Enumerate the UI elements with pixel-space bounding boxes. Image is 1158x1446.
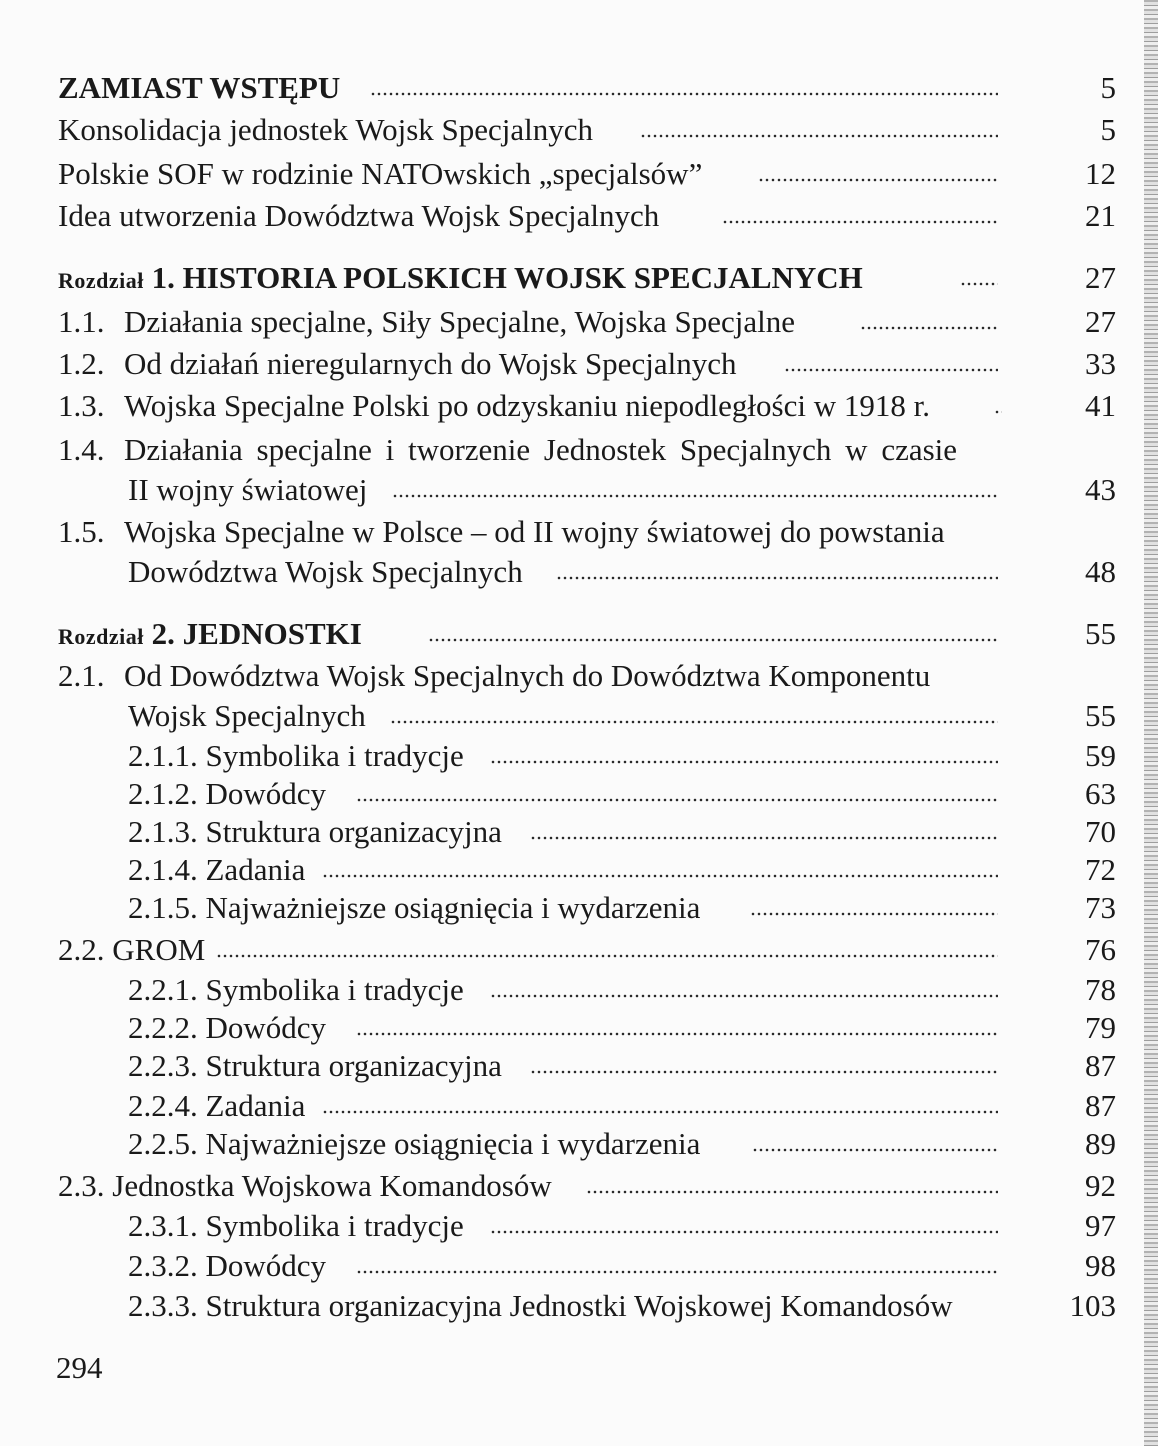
toc-title: 2.3.2. Dowódcy: [128, 1248, 327, 1283]
toc-title: ZAMIAST WSTĘPU: [58, 70, 341, 105]
toc-title: 2.1.1. Symbolika i tradycje: [128, 738, 464, 773]
toc-title: 2.2.4. Zadania: [128, 1088, 306, 1123]
toc-subentry: [0, 888, 1158, 928]
toc-title: 2.3.1. Symbolika i tradycje: [128, 1208, 464, 1243]
toc-page: 70: [1085, 814, 1116, 849]
toc-entry: [0, 386, 1158, 426]
toc-page: 72: [1085, 852, 1116, 887]
toc-entry: [0, 196, 1158, 236]
toc-page: 27: [1085, 260, 1116, 295]
toc-title: 2.1.3. Struktura organizacyjna: [128, 814, 502, 849]
chapter-heading: [58, 614, 362, 657]
leader-dots: [390, 720, 998, 724]
toc-subentry: [0, 1008, 1158, 1048]
toc-page: 5: [1100, 112, 1116, 147]
toc-subentry: [0, 812, 1158, 852]
toc-entry-continued: [0, 696, 1158, 736]
toc-entry: [0, 930, 1158, 970]
toc-entry-continued: [0, 552, 1158, 592]
toc-page: 5: [1100, 70, 1116, 105]
leader-dots: [784, 368, 998, 372]
toc-page: 43: [1085, 472, 1116, 507]
leader-dots: [530, 836, 998, 840]
toc-num: 1.3.: [58, 388, 105, 423]
toc-subentry: [0, 850, 1158, 890]
toc-subentry: [0, 1046, 1158, 1086]
toc-page: 48: [1085, 554, 1116, 589]
toc-page: 33: [1085, 346, 1116, 381]
toc-title: Od działań nieregularnych do Wojsk Specjalnych: [124, 346, 737, 381]
toc-title: Wojska Specjalne Polski po odzyskaniu niepodległości w 1918 r.: [124, 388, 930, 423]
leader-dots: [216, 954, 998, 958]
toc-title: Idea utworzenia Dowództwa Wojsk Specjalnych: [58, 198, 660, 233]
leader-dots: [530, 1070, 998, 1074]
toc-title: 2.1.2. Dowódcy: [128, 776, 327, 811]
toc-chapter-2: [0, 614, 1158, 654]
toc-entry: [0, 430, 1158, 470]
toc-subentry: [0, 1124, 1158, 1164]
toc-title: Wojska Specjalne w Polsce – od II wojny światowej do powstania: [124, 514, 945, 549]
toc-page: 63: [1085, 776, 1116, 811]
toc-page: 79: [1085, 1010, 1116, 1045]
toc-title-continued: II wojny światowej: [128, 472, 368, 507]
toc-subentry: [0, 1246, 1158, 1286]
leader-dots: [640, 134, 998, 138]
toc-title-continued: Dowództwa Wojsk Specjalnych: [128, 554, 523, 589]
toc-num: 1.2.: [58, 346, 105, 381]
toc-title: 2.2. GROM: [58, 932, 206, 967]
toc-entry-continued: [0, 470, 1158, 510]
leader-dots: [960, 282, 998, 286]
toc-page: 103: [1069, 1288, 1116, 1323]
toc-title: 2.3.3. Struktura organizacyjna Jednostki Wojskowej Komandosów: [128, 1288, 953, 1323]
toc-num: 2.1.: [58, 658, 105, 693]
toc-title: Działania specjalne i tworzenie Jednostek Specjalnych w czasie: [124, 432, 958, 467]
toc-num: 1.4.: [58, 432, 105, 467]
page-number: 294: [56, 1350, 103, 1385]
leader-dots: [490, 994, 998, 998]
toc-entry: [0, 656, 1158, 696]
toc-entry: [0, 110, 1158, 150]
toc-title: Konsolidacja jednostek Wojsk Specjalnych: [58, 112, 594, 147]
toc-page: 55: [1085, 616, 1116, 651]
leader-dots: [758, 178, 998, 182]
toc-subentry: [0, 1086, 1158, 1126]
leader-dots: [392, 494, 998, 498]
toc-title: 2.1.5. Najważniejsze osiągnięcia i wydarzenia: [128, 890, 701, 925]
leader-dots: [750, 912, 998, 916]
toc-page: 78: [1085, 972, 1116, 1007]
leader-dots: [356, 798, 998, 802]
leader-dots: [860, 326, 998, 330]
toc-page: 27: [1085, 304, 1116, 339]
toc-page: 76: [1085, 932, 1116, 967]
leader-dots: [428, 638, 998, 642]
leader-dots: [752, 1148, 998, 1152]
toc-page: 87: [1085, 1088, 1116, 1123]
toc-title: 2.2.5. Najważniejsze osiągnięcia i wydarzenia: [128, 1126, 701, 1161]
toc-entry: [0, 154, 1158, 194]
toc-page: 73: [1085, 890, 1116, 925]
toc-num: 1.1.: [58, 304, 105, 339]
toc-page: 41: [1085, 388, 1116, 423]
toc-title: 2.2.2. Dowódcy: [128, 1010, 327, 1045]
toc-chapter-1: [0, 258, 1158, 298]
toc-page: 87: [1085, 1048, 1116, 1083]
toc-entry: [0, 1166, 1158, 1206]
toc-entry: [0, 512, 1158, 552]
leader-dots: [490, 760, 998, 764]
toc-subentry: [0, 1286, 1158, 1326]
toc-title: Działania specjalne, Siły Specjalne, Wojska Specjalne: [124, 304, 795, 339]
toc-title: 2.1.4. Zadania: [128, 852, 306, 887]
toc-subentry: [0, 970, 1158, 1010]
toc-entry-intro: [0, 68, 1158, 108]
toc-entry: [0, 344, 1158, 384]
leader-dots: [356, 1032, 998, 1036]
toc-page: 59: [1085, 738, 1116, 773]
toc-num: 1.5.: [58, 514, 105, 549]
toc-title: Polskie SOF w rodzinie NATOwskich „specjalsów”: [58, 156, 703, 191]
leader-dots: [322, 874, 998, 878]
toc-page: 92: [1085, 1168, 1116, 1203]
chapter-label: Rozdział: [58, 624, 144, 649]
toc-page: 98: [1085, 1248, 1116, 1283]
toc-subentry: [0, 1206, 1158, 1246]
leader-dots: [722, 220, 998, 224]
leader-dots: [370, 92, 998, 96]
leader-dots: [556, 576, 998, 580]
leader-dots: [490, 1230, 998, 1234]
chapter-label: Rozdział: [58, 268, 144, 293]
chapter-heading: [58, 258, 863, 301]
toc-entry: [0, 302, 1158, 342]
toc-page: 55: [1085, 698, 1116, 733]
toc-title: Od Dowództwa Wojsk Specjalnych do Dowództwa Komponentu: [124, 658, 931, 693]
toc-page: 12: [1085, 156, 1116, 191]
toc-title: 2.3. Jednostka Wojskowa Komandosów: [58, 1168, 552, 1203]
leader-dots: [322, 1110, 998, 1114]
toc-title: 2.2.1. Symbolika i tradycje: [128, 972, 464, 1007]
toc-title-continued: Wojsk Specjalnych: [128, 698, 366, 733]
toc-subentry: [0, 774, 1158, 814]
leader-dots: [994, 410, 1002, 414]
toc-page: 89: [1085, 1126, 1116, 1161]
chapter-title: 1. HISTORIA POLSKICH WOJSK SPECJALNYCH: [151, 260, 863, 295]
toc-page: 21: [1085, 198, 1116, 233]
toc-page: 97: [1085, 1208, 1116, 1243]
toc-subentry: [0, 736, 1158, 776]
leader-dots: [356, 1270, 998, 1274]
leader-dots: [586, 1190, 998, 1194]
chapter-title: 2. JEDNOSTKI: [151, 616, 362, 651]
toc-title: 2.2.3. Struktura organizacyjna: [128, 1048, 502, 1083]
